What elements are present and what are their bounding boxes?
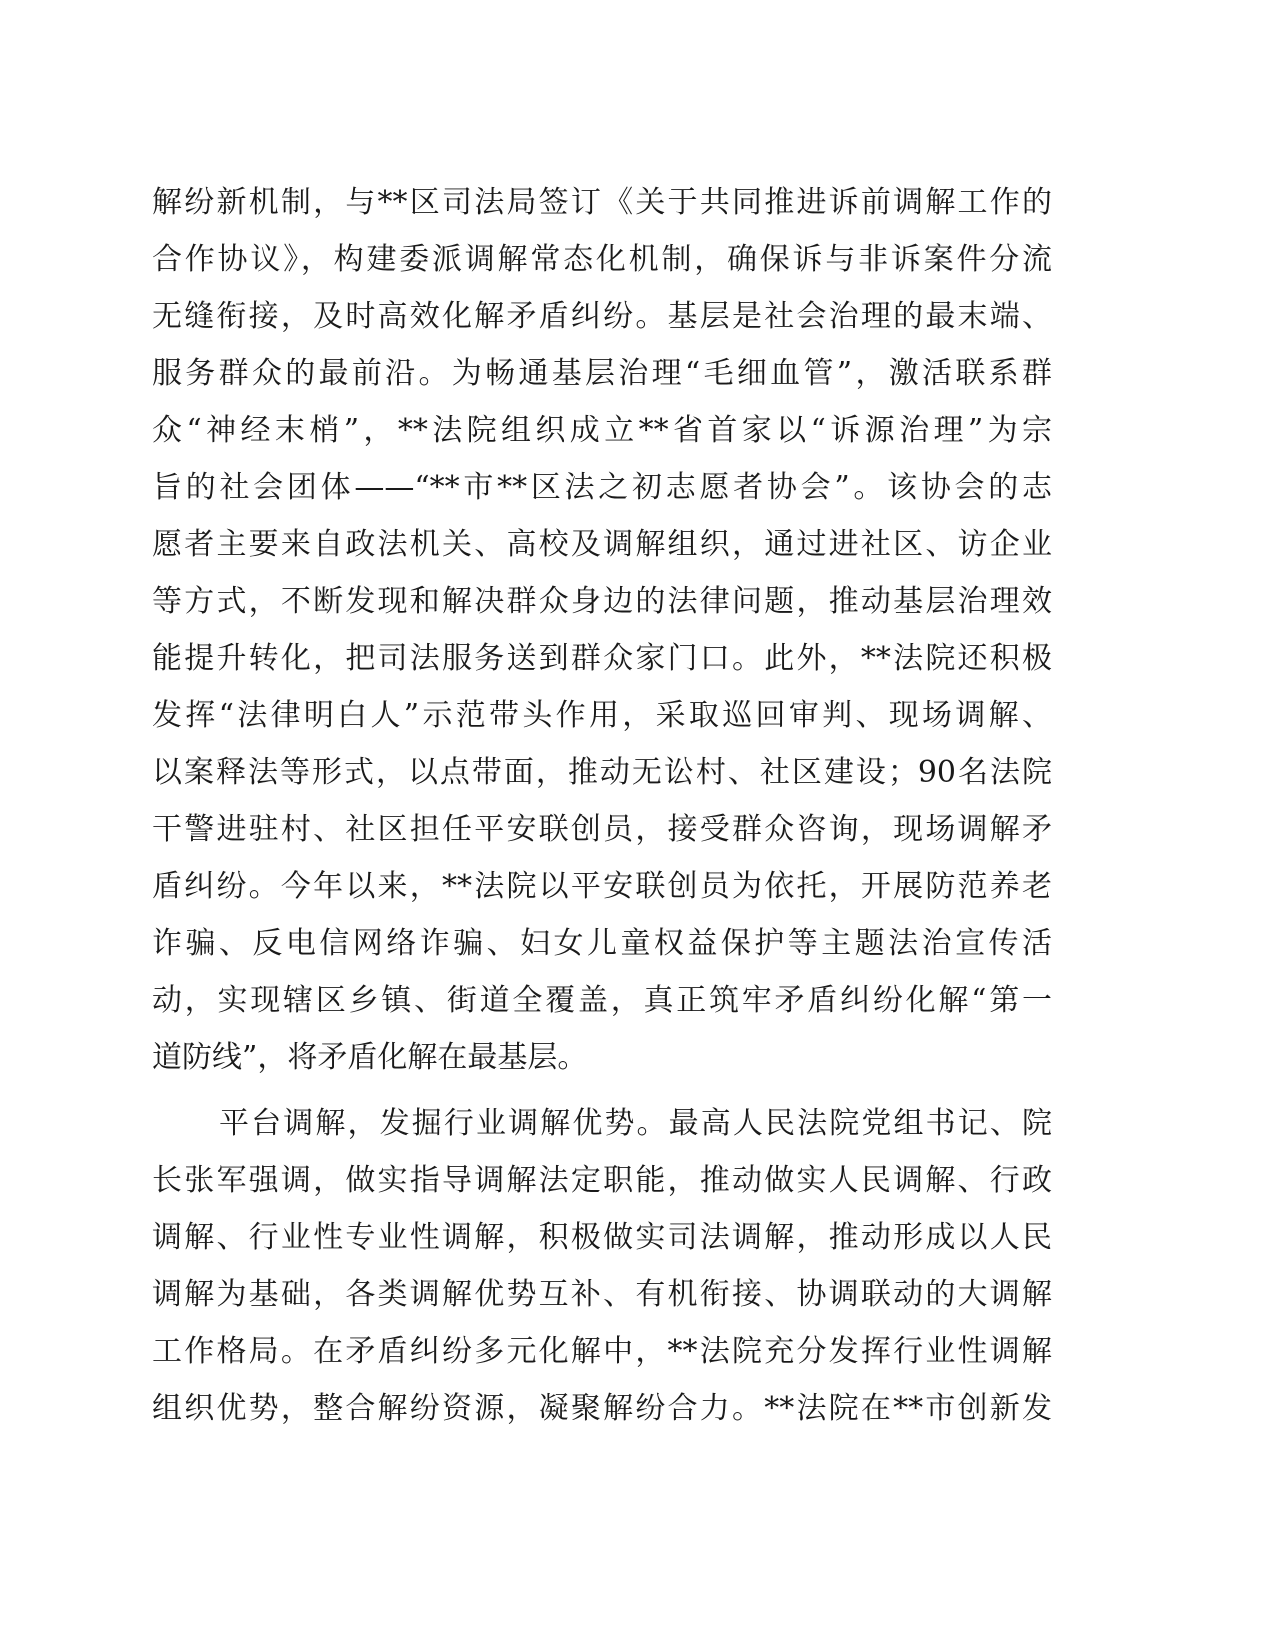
- body-text: [152, 174, 1052, 1437]
- text-line: 无缝衔接，及时高效化解矛盾纠纷。基层是社会治理的最末端、: [152, 299, 1052, 334]
- text-line: 服务群众的最前沿。为畅通基层治理“毛细血管”，激活联系群: [152, 356, 1052, 391]
- paragraph-2: [152, 1095, 1052, 1437]
- text-line: 工作格局。在矛盾纠纷多元化解中，**法院充分发挥行业性调解: [152, 1334, 1052, 1369]
- text-line: 合作协议》，构建委派调解常态化机制，确保诉与非诉案件分流: [152, 242, 1052, 277]
- text-line: 解纷新机制，与**区司法局签订《关于共同推进诉前调解工作的: [152, 185, 1052, 220]
- text-line: 诈骗、反电信网络诈骗、妇女儿童权益保护等主题法治宣传活: [152, 926, 1052, 961]
- text-line: 动，实现辖区乡镇、街道全覆盖，真正筑牢矛盾纠纷化解“第一: [152, 983, 1052, 1018]
- text-line: 众“神经末梢”，**法院组织成立**省首家以“诉源治理”为宗: [152, 413, 1052, 448]
- text-line: 调解为基础，各类调解优势互补、有机衔接、协调联动的大调解: [152, 1277, 1052, 1312]
- paragraph-spacer: [152, 1086, 1052, 1095]
- text-line: 道防线”，将矛盾化解在最基层。: [152, 1040, 588, 1075]
- text-line: 发挥“法律明白人”示范带头作用，采取巡回审判、现场调解、: [152, 698, 1052, 733]
- text-line: 等方式，不断发现和解决群众身边的法律问题，推动基层治理效: [152, 584, 1052, 619]
- text-line: 能提升转化，把司法服务送到群众家门口。此外，**法院还积极: [152, 641, 1052, 676]
- text-line: 以案释法等形式，以点带面，推动无讼村、社区建设；90名法院: [152, 755, 1052, 790]
- text-line: 调解、行业性专业性调解，积极做实司法调解，推动形成以人民: [152, 1220, 1052, 1255]
- text-line: 旨的社会团体——“**市**区法之初志愿者协会”。该协会的志: [152, 470, 1052, 505]
- text-line: 干警进驻村、社区担任平安联创员，接受群众咨询，现场调解矛: [152, 812, 1052, 847]
- text-line: 组织优势，整合解纷资源，凝聚解纷合力。**法院在**市创新发: [152, 1391, 1052, 1426]
- text-line: 平台调解，发掘行业调解优势。最高人民法院党组书记、院: [219, 1106, 1052, 1141]
- text-line: 长张军强调，做实指导调解法定职能，推动做实人民调解、行政: [152, 1163, 1052, 1198]
- text-line: 愿者主要来自政法机关、高校及调解组织，通过进社区、访企业: [152, 527, 1052, 562]
- paragraph-1: [152, 174, 1052, 1086]
- text-line: 盾纠纷。今年以来，**法院以平安联创员为依托，开展防范养老: [152, 869, 1052, 904]
